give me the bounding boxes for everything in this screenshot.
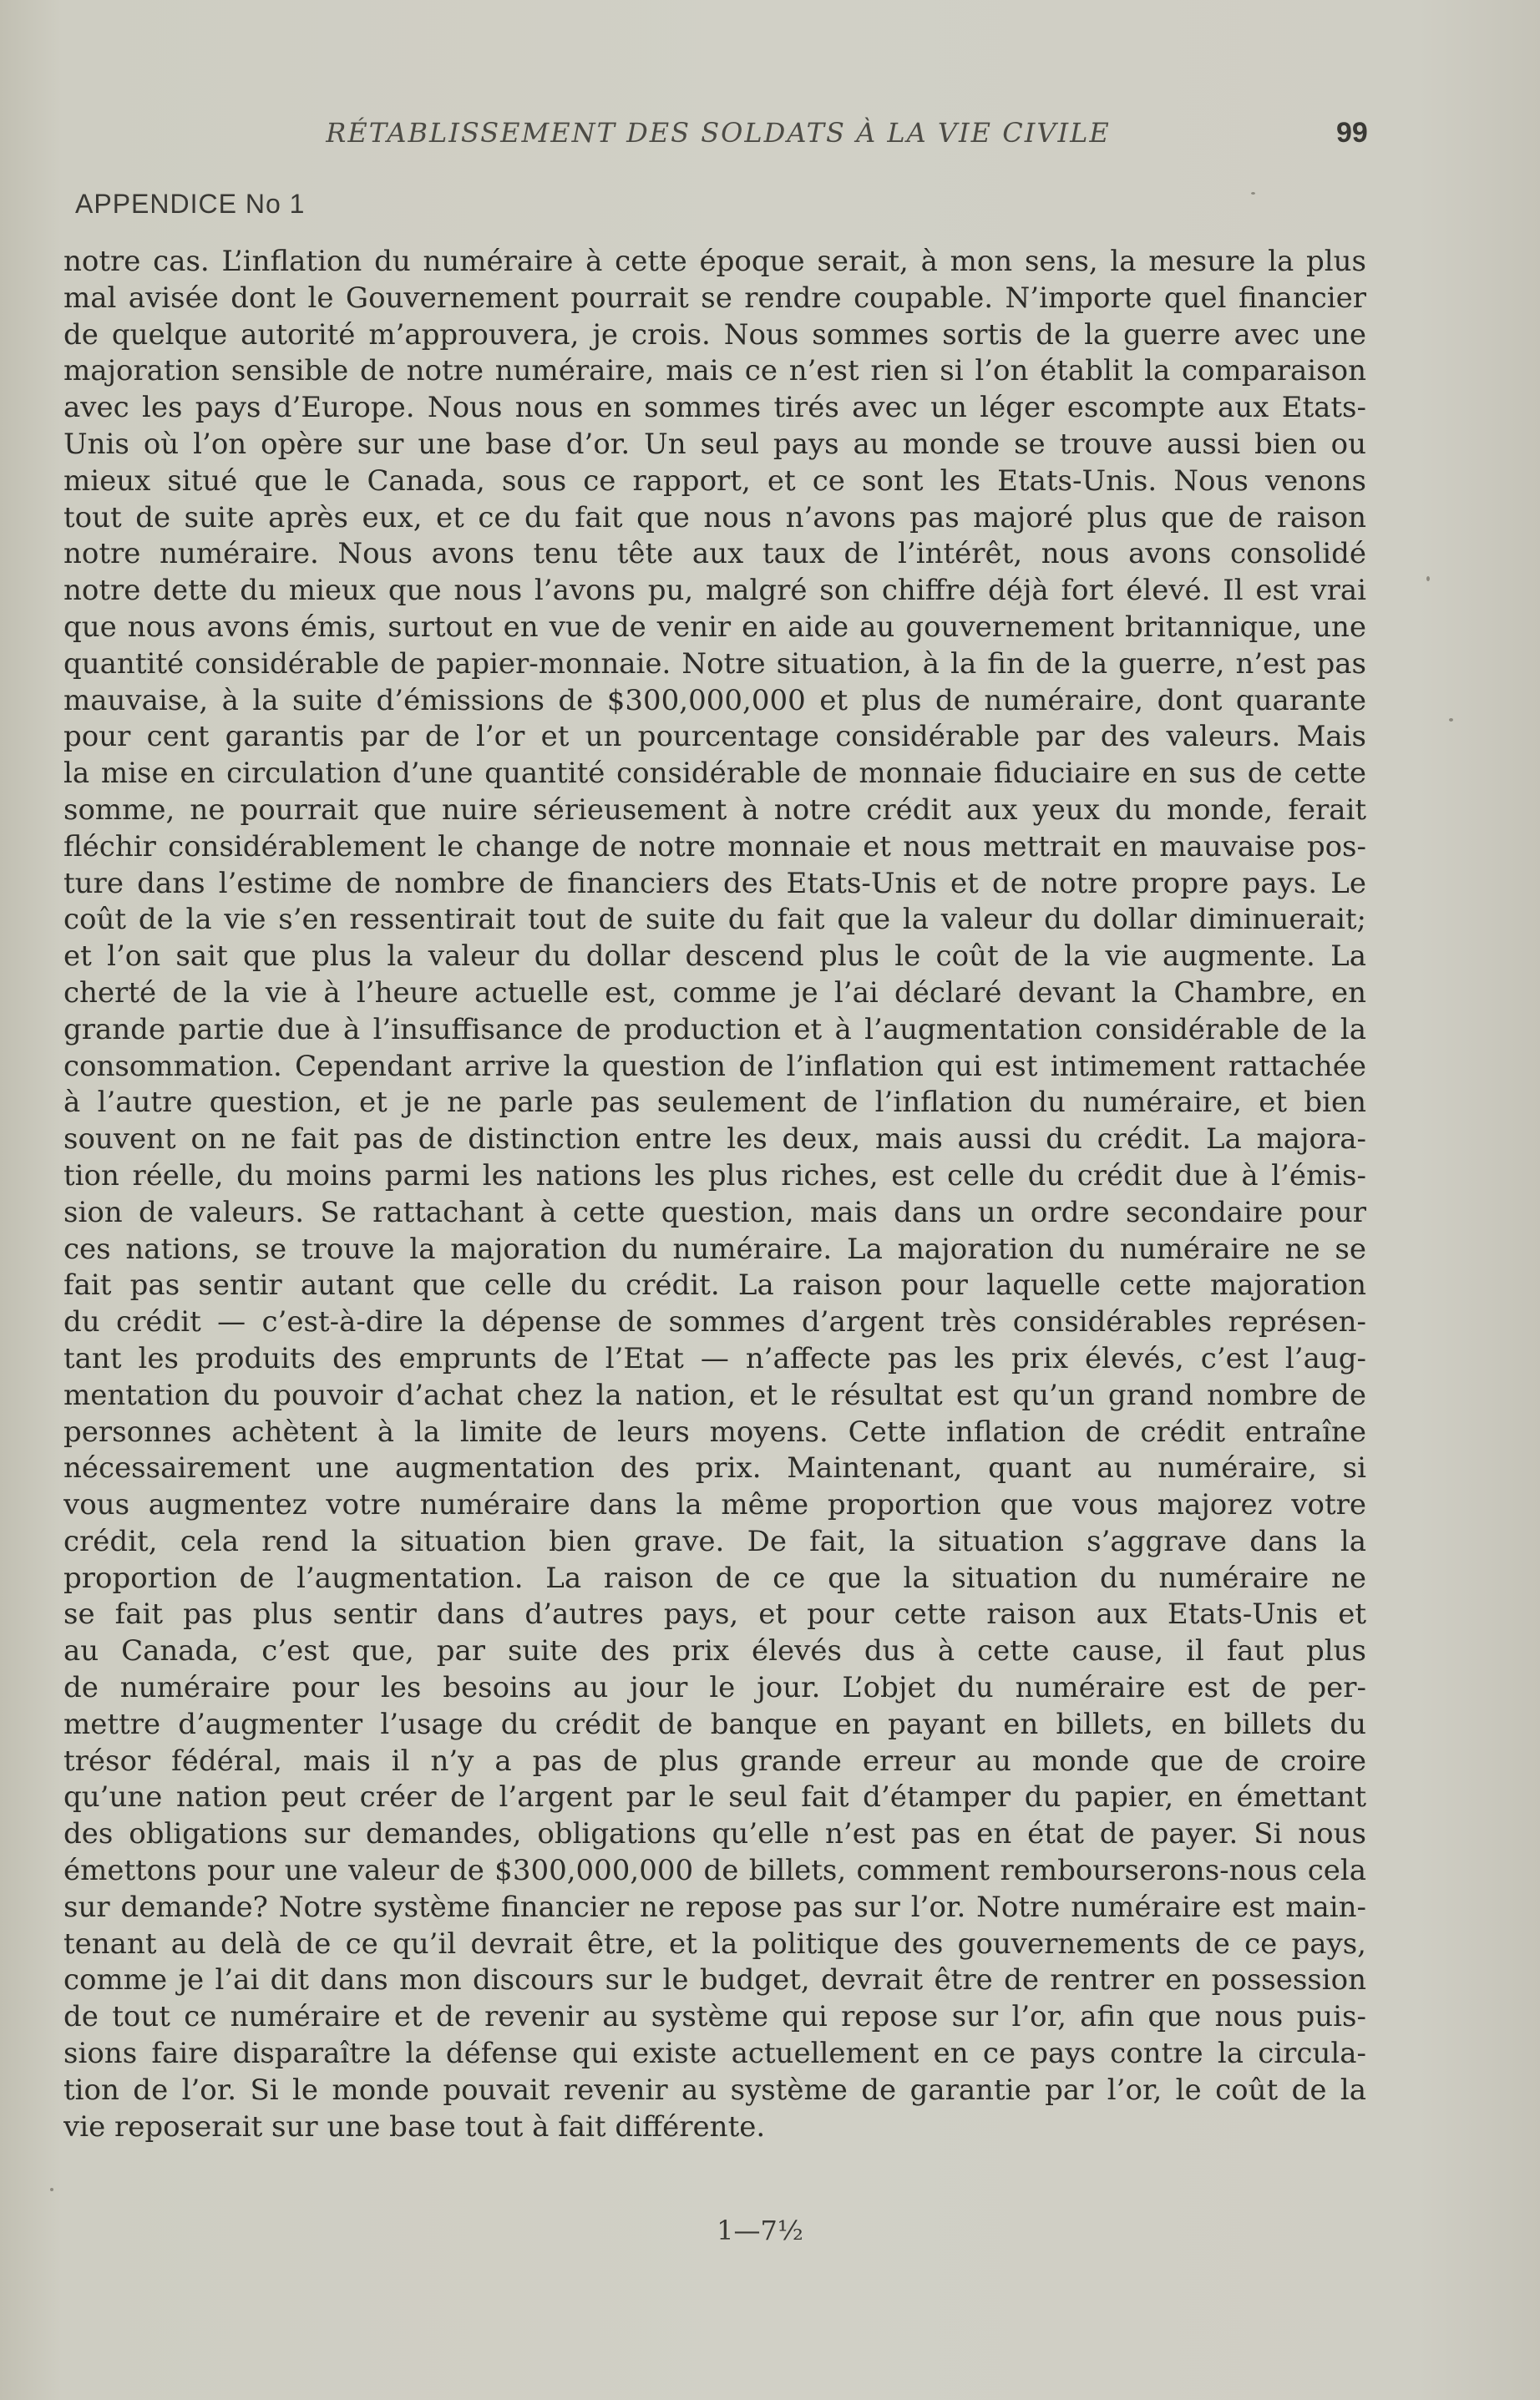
text-line-content: à l’autre question, et je ne parle pas seulement de l’inflation du numéraire, et bien: [63, 1086, 1366, 1120]
text-line: [63, 975, 1366, 1012]
text-line: [63, 719, 1366, 756]
text-line: [63, 1268, 1366, 1304]
text-line: [63, 1232, 1366, 1268]
text-line: [63, 1890, 1366, 1927]
text-line: [63, 1927, 1366, 1963]
text-line: [63, 1780, 1366, 1816]
text-line-content: sion de valeurs. Se rattachant à cette question, mais dans un ordre secondaire pour: [63, 1195, 1366, 1229]
text-line-content: qu’une nation peut créer de l’argent par le seul fait d’étamper du papier, en émettant: [63, 1780, 1366, 1815]
text-line-content: de tout ce numéraire et de revenir au système qui repose sur l’or, afin que nous puis-: [63, 2000, 1366, 2034]
text-line-content: majoration sensible de notre numéraire, mais ce n’est rien si l’on établit la comparaison: [63, 354, 1366, 388]
text-line: [63, 1561, 1366, 1597]
text-line-content: de numéraire pour les besoins au jour le jour. L’objet du numéraire est de per-: [63, 1671, 1366, 1705]
text-line-content: mentation du pouvoir d’achat chez la nation, et le résultat est qu’un grand nombre de: [63, 1378, 1366, 1412]
text-line-content: ture dans l’estime de nombre de financiers des Etats-Unis et de notre propre pays. Le: [63, 866, 1366, 900]
text-line-content: Unis où l’on opère sur une base d’or. Un seul pays au monde se trouve aussi bien ou: [63, 427, 1366, 461]
text-line-content: ces nations, se trouve la majoration du numéraire. La majoration du numéraire ne se: [63, 1232, 1366, 1266]
paper-speck: [1251, 192, 1255, 195]
text-line-content: émettons pour une valeur de $300,000,000 de billets, comment rembourserons-nous cela: [63, 1854, 1366, 1888]
running-head: RÉTABLISSEMENT DES SOLDATS À LA VIE CIVILE: [326, 117, 1111, 149]
text-line: [63, 1451, 1366, 1487]
text-line: [63, 463, 1366, 500]
text-line: [63, 1158, 1366, 1195]
text-line-content: consommation. Cependant arrive la question de l’inflation qui est intimement rattachée: [63, 1049, 1366, 1083]
text-line: [63, 500, 1366, 537]
text-line-content: vie reposerait sur une base tout à fait différente.: [63, 2109, 766, 2144]
text-line: [63, 610, 1366, 646]
text-line-content: avec les pays d’Europe. Nous nous en sommes tirés avec un léger escompte aux Etats-: [63, 391, 1366, 425]
text-line: [63, 1049, 1366, 1086]
text-line-content: notre dette du mieux que nous l’avons pu, malgré son chiffre déjà fort élevé. Il est vrai: [63, 574, 1366, 608]
text-line-content: de quelque autorité m’approuvera, je crois. Nous sommes sortis de la guerre avec une: [63, 317, 1366, 352]
text-line: [63, 1597, 1366, 1633]
text-line-content: sur demande? Notre système financier ne repose pas sur l’or. Notre numéraire est main-: [63, 1890, 1366, 1924]
text-line-content: tenant au delà de ce qu’il devrait être, et la politique des gouvernements de ce pays,: [63, 1927, 1366, 1961]
text-line: [63, 683, 1366, 720]
paper-speck: [50, 2188, 53, 2191]
text-line-content: et l’on sait que plus la valeur du dollar descend plus le coût de la vie augmente. La: [63, 939, 1366, 974]
text-line-content: mauvaise, à la suite d’émissions de $300,000,000 et plus de numéraire, dont quarante: [63, 683, 1366, 717]
text-line: [63, 353, 1366, 390]
text-line: [63, 1744, 1366, 1780]
text-line-content: la mise en circulation d’une quantité considérable de monnaie fiduciaire en sus de cette: [63, 757, 1366, 791]
text-line: [63, 756, 1366, 792]
text-line-content: tion réelle, du moins parmi les nations les plus riches, est celle du crédit due à l’émis-: [63, 1158, 1366, 1192]
text-line: [63, 902, 1366, 939]
text-line-content: mal avisée dont le Gouvernement pourrait se rendre coupable. N’importe quel financier: [63, 281, 1366, 315]
text-line: [63, 427, 1366, 463]
text-line: [63, 1012, 1366, 1049]
signature-mark: 1—7½: [717, 2215, 803, 2246]
text-line-content: proportion de l’augmentation. La raison de ce que la situation du numéraire ne: [63, 1561, 1366, 1595]
text-line: [63, 939, 1366, 975]
text-line-content: du crédit — c’est-à-dire la dépense de sommes d’argent très considérables représen-: [63, 1305, 1366, 1339]
text-line: [63, 317, 1366, 354]
text-line: [63, 281, 1366, 317]
text-line: [63, 1415, 1366, 1451]
text-line: [63, 1962, 1366, 1999]
text-line-content: notre cas. L’inflation du numéraire à cette époque serait, à mon sens, la mesure la plus: [63, 245, 1366, 278]
text-line: [63, 1999, 1366, 2036]
text-line-content: tant les produits des emprunts de l’Etat — n’affecte pas les prix élevés, c’est l’aug-: [63, 1341, 1366, 1375]
text-line: [63, 829, 1366, 866]
text-line-content: personnes achètent à la limite de leurs moyens. Cette inflation de crédit entraîne: [63, 1415, 1366, 1449]
text-line: [63, 866, 1366, 903]
page-number: 99: [1336, 117, 1368, 149]
text-line-content: vous augmentez votre numéraire dans la même proportion que vous majorez votre: [63, 1488, 1366, 1522]
text-line-content: tion de l’or. Si le monde pouvait revenir au système de garantie par l’or, le coût de la: [63, 2073, 1366, 2107]
text-line-content: trésor fédéral, mais il n’y a pas de plus grande erreur au monde que de croire: [63, 1744, 1366, 1778]
text-line-content: coût de la vie s’en ressentirait tout de suite du fait que la valeur du dollar diminuerait;: [63, 903, 1366, 937]
text-line: [63, 2109, 1366, 2146]
text-line-content: des obligations sur demandes, obligations qu’elle n’est pas en état de payer. Si nous: [63, 1817, 1366, 1851]
text-line: [63, 1707, 1366, 1744]
paper-speck: [1426, 576, 1430, 581]
appendix-label: APPENDICE No 1: [75, 189, 306, 219]
text-line: [63, 1633, 1366, 1670]
text-line: [63, 1122, 1366, 1158]
text-line-content: crédit, cela rend la situation bien grave. De fait, la situation s’aggrave dans la: [63, 1524, 1366, 1558]
text-line: [63, 2036, 1366, 2073]
text-line: [63, 390, 1366, 427]
text-line-content: que nous avons émis, surtout en vue de venir en aide au gouvernement britannique, une: [63, 610, 1366, 644]
text-line-content: quantité considérable de papier-monnaie. Notre situation, à la fin de la guerre, n’est pas: [63, 646, 1366, 681]
text-line: [63, 244, 1366, 281]
text-line-content: se fait pas plus sentir dans d’autres pays, et pour cette raison aux Etats-Unis et: [63, 1597, 1366, 1632]
text-line: [63, 1816, 1366, 1853]
text-line-content: cherté de la vie à l’heure actuelle est, comme je l’ai déclaré devant la Chambre, en: [63, 975, 1366, 1010]
text-line-content: comme je l’ai dit dans mon discours sur le budget, devrait être de rentrer en possession: [63, 1963, 1366, 1997]
text-line: [63, 1341, 1366, 1378]
text-line-content: somme, ne pourrait que nuire sérieusement à notre crédit aux yeux du monde, ferait: [63, 792, 1366, 827]
text-line-content: fait pas sentir autant que celle du crédit. La raison pour laquelle cette majoration: [63, 1268, 1366, 1303]
text-line: [63, 536, 1366, 573]
text-line-content: nécessairement une augmentation des prix. Maintenant, quant au numéraire, si: [63, 1451, 1366, 1486]
text-line: [63, 2073, 1366, 2109]
text-line: [63, 1853, 1366, 1890]
text-line-content: sions faire disparaître la défense qui existe actuellement en ce pays contre la circula-: [63, 2037, 1366, 2071]
text-line-content: mieux situé que le Canada, sous ce rapport, et ce sont les Etats-Unis. Nous venons: [63, 463, 1366, 498]
text-line-content: tout de suite après eux, et ce du fait que nous n’avons pas majoré plus que de raison: [63, 500, 1366, 534]
text-line: [63, 1524, 1366, 1561]
text-line: [63, 646, 1366, 683]
text-line-content: grande partie due à l’insuffisance de production et à l’augmentation considérable de la: [63, 1012, 1366, 1046]
text-line-content: pour cent garantis par de l’or et un pourcentage considérable par des valeurs. Mais: [63, 720, 1366, 754]
text-line: [63, 1487, 1366, 1524]
body-paragraph: [63, 244, 1366, 2145]
text-line: [63, 1195, 1366, 1232]
text-line-content: au Canada, c’est que, par suite des prix élevés dus à cette cause, il faut plus: [63, 1634, 1366, 1668]
text-line: [63, 1304, 1366, 1341]
text-line: [63, 1378, 1366, 1415]
text-line: [63, 1085, 1366, 1122]
text-line-content: notre numéraire. Nous avons tenu tête aux taux de l’intérêt, nous avons consolidé: [63, 537, 1366, 571]
text-line-content: souvent on ne fait pas de distinction entre les deux, mais aussi du crédit. La majora-: [63, 1122, 1366, 1157]
text-line: [63, 792, 1366, 829]
text-line: [63, 1670, 1366, 1707]
paper-speck: [1449, 718, 1453, 722]
text-line-content: fléchir considérablement le change de notre monnaie et nous mettrait en mauvaise pos-: [63, 829, 1366, 863]
text-line: [63, 573, 1366, 610]
text-line-content: mettre d’augmenter l’usage du crédit de banque en payant en billets, en billets du: [63, 1707, 1366, 1741]
